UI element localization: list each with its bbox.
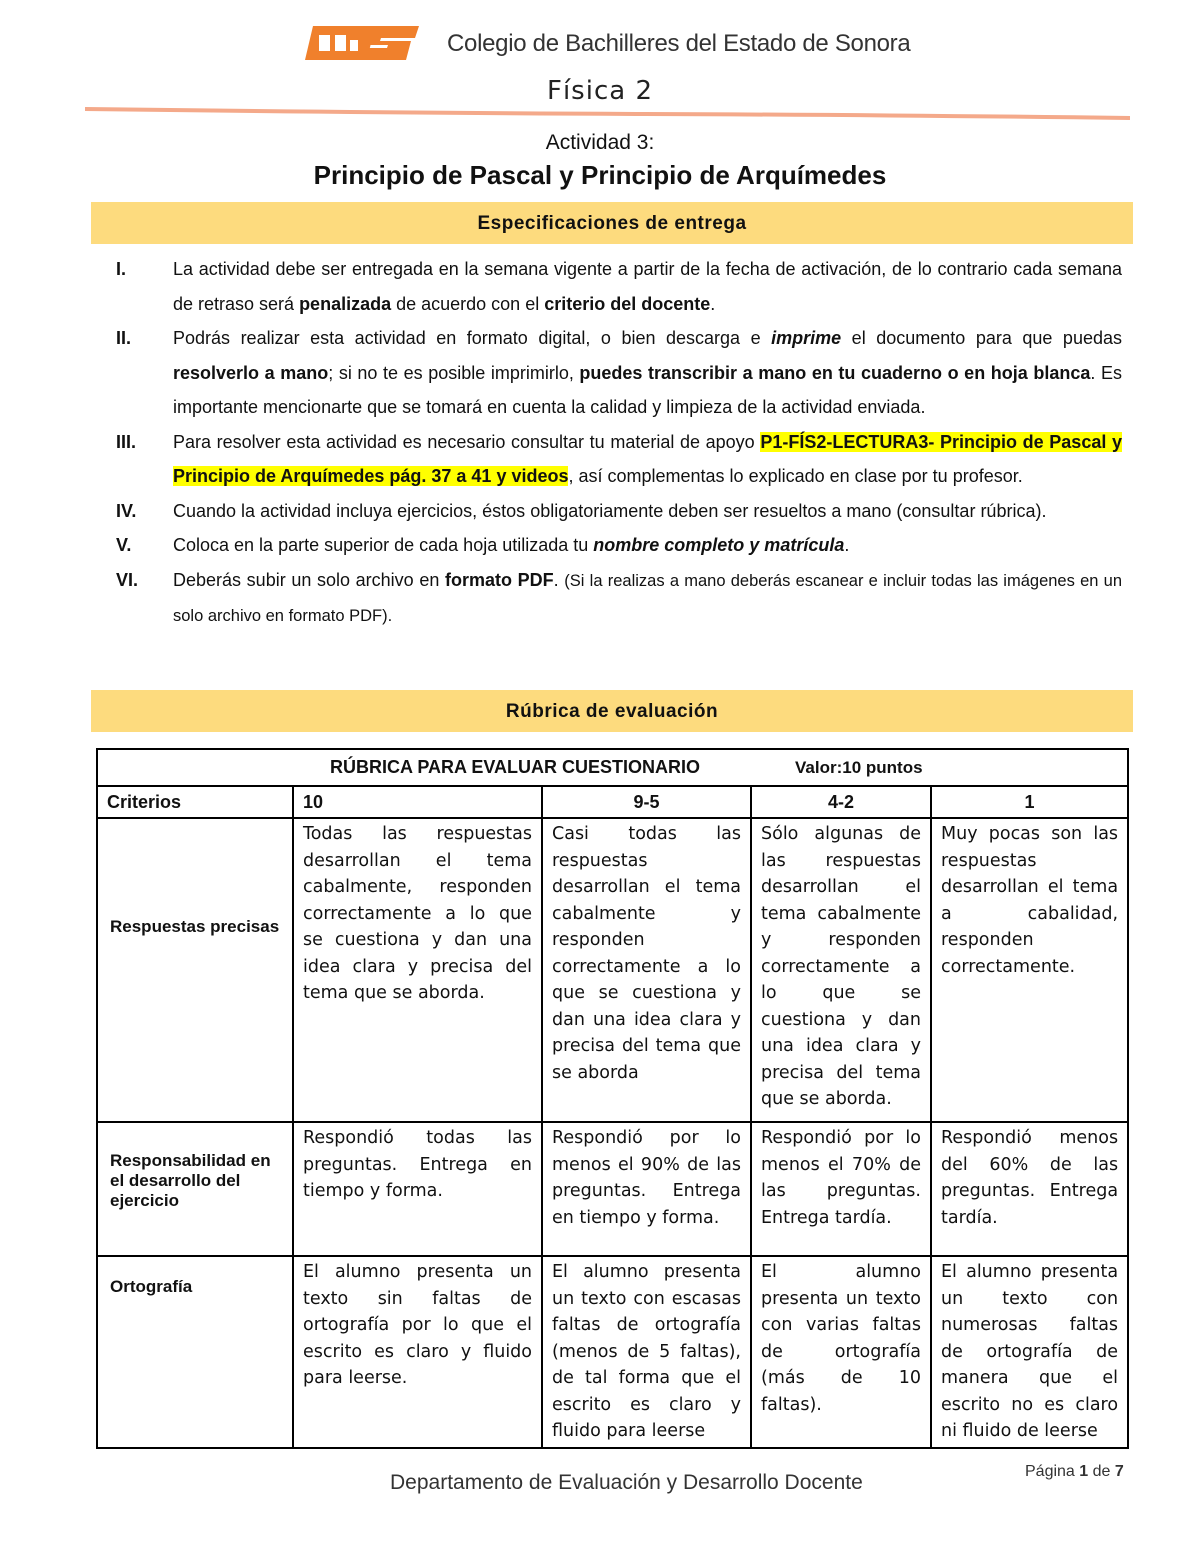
spec-text: Cuando la actividad incluya ejercicios, éstos obligatoriamente deben ser resueltos a mano (consultar rúbrica). [173,500,1047,521]
rubric-title: RÚBRICA PARA EVALUAR CUESTIONARIO Valor:10 puntos [97,749,1128,786]
column-header: 9-5 [542,786,751,818]
activity-number: Actividad 3: [545,131,655,154]
specs-heading: Especificaciones de entrega [91,202,1133,244]
criterion-cell: Respuestas precisas [97,818,293,1122]
cbs-logo-icon [305,22,420,64]
rubric-heading: Rúbrica de evaluación [91,690,1133,732]
course-title: Física 2 [547,76,653,106]
spec-number: III. [116,431,137,452]
spec-item-6 [104,563,1122,634]
spec-number: II. [116,328,132,348]
table-row [97,1256,1128,1448]
score-cell: Respondió por lo menos el 70% de las preguntas. Entrega tardía. [751,1122,931,1256]
column-header: 10 [293,786,542,818]
spec-text: La actividad debe ser entregada en la semana vigente a partir de la fecha de activación, de lo contrario cada semana de retraso será penalizada de acuerdo con el criterio del docente. [173,259,1122,314]
logo-text: CBS [305,22,308,23]
organization-name: Colegio de Bachilleres del Estado de Sonora [447,30,911,57]
specs-list [104,252,1122,634]
score-cell: El alumno presenta un texto sin faltas de ortografía por lo que el escrito es claro y fluido para leerse. [293,1256,542,1448]
score-cell: Casi todas las respuestas desarrollan el tema cabalmente y responden correctamente a lo que se cuestiona y dan una idea clara y precisa del tema que se aborda [542,818,751,1122]
page-number: Página 1 de 7 [1025,1463,1124,1480]
column-header: Criterios [97,786,293,818]
score-cell: Muy pocas son las respuestas desarrollan el tema a cabalidad, responden correctamente. [931,818,1128,1122]
score-cell: Respondió por lo menos el 90% de las preguntas. Entrega en tiempo y forma. [542,1122,751,1256]
rubric-title-row [97,749,1128,786]
score-cell: Respondió todas las preguntas. Entrega en tiempo y forma. [293,1122,542,1256]
spec-item-2 [104,321,1122,425]
score-cell: Sólo algunas de las respuestas desarrollan el tema cabalmente y responden correctamente a lo que se cuestiona y dan una idea clara y precisa del tema que se aborda. [751,818,931,1122]
score-cell: El alumno presenta un texto con numerosas faltas de ortografía de manera que el escrito no es claro ni fluido de leerse [931,1256,1128,1448]
spec-number: VI. [116,569,139,590]
spec-number: I. [116,259,127,279]
spec-item-3 [104,425,1122,494]
spec-text: Para resolver esta actividad es necesario consultar tu material de apoyo P1-FÍS2-LECTURA3- Principio de Pascal y Principio de Arquímedes pág. 37 a 41 y videos, así complementas lo explicado en clase por tu profesor. [173,431,1122,486]
spec-item-1 [104,252,1122,321]
score-cell: Respondió menos del 60% de las preguntas. Entrega tardía. [931,1122,1128,1256]
spec-text: Podrás realizar esta actividad en formato digital, o bien descarga e imprime el documento para que puedas resolverlo a mano; si no te es posible imprimirlo, puedes transcribir a mano en tu cuaderno o en hoja blanca. Es importante mencionarte que se tomará en cuenta la calidad y limpieza de la actividad enviada. [173,328,1122,417]
spec-text: Deberás subir un solo archivo en formato PDF. (Si la realizas a mano deberás escanear e incluir todas las imágenes en un solo archivo en formato PDF). [173,569,1123,625]
rubric-table [96,748,1129,1449]
criterion-cell: Responsabilidad en el desarrollo del ejercicio [97,1122,293,1256]
table-row [97,818,1128,1122]
rubric-header-row [97,786,1128,818]
score-cell: El alumno presenta un texto con escasas faltas de ortografía (menos de 5 faltas), de tal forma que el escrito es claro y fluido para leerse [542,1256,751,1448]
activity-title: Principio de Pascal y Principio de Arquímedes [313,160,887,190]
score-cell: Todas las respuestas desarrollan el tema cabalmente, responden correctamente a lo que se cuestiona y dan una idea clara y precisa del tema que se aborda. [293,818,542,1122]
rubric-value: Valor:10 puntos [795,758,923,777]
criterion-cell: Ortografía [97,1256,293,1448]
material-highlight: P1-FÍS2-LECTURA3- Principio de Pascal y Principio de Arquímedes pág. 37 a 41 y videos [173,431,1122,486]
column-header: 4-2 [751,786,931,818]
spec-number: V. [116,535,132,555]
spec-item-5 [104,528,1122,563]
score-cell: El alumno presenta un texto con varias faltas de ortografía (más de 10 faltas). [751,1256,931,1448]
column-header: 1 [931,786,1128,818]
spec-text: Coloca en la parte superior de cada hoja utilizada tu nombre completo y matrícula. [173,535,850,555]
header-divider [85,104,1130,122]
spec-item-4 [104,494,1122,529]
spec-number: IV. [116,500,137,521]
footer-department: Departamento de Evaluación y Desarrollo Docente [390,1471,863,1494]
table-row [97,1122,1128,1256]
